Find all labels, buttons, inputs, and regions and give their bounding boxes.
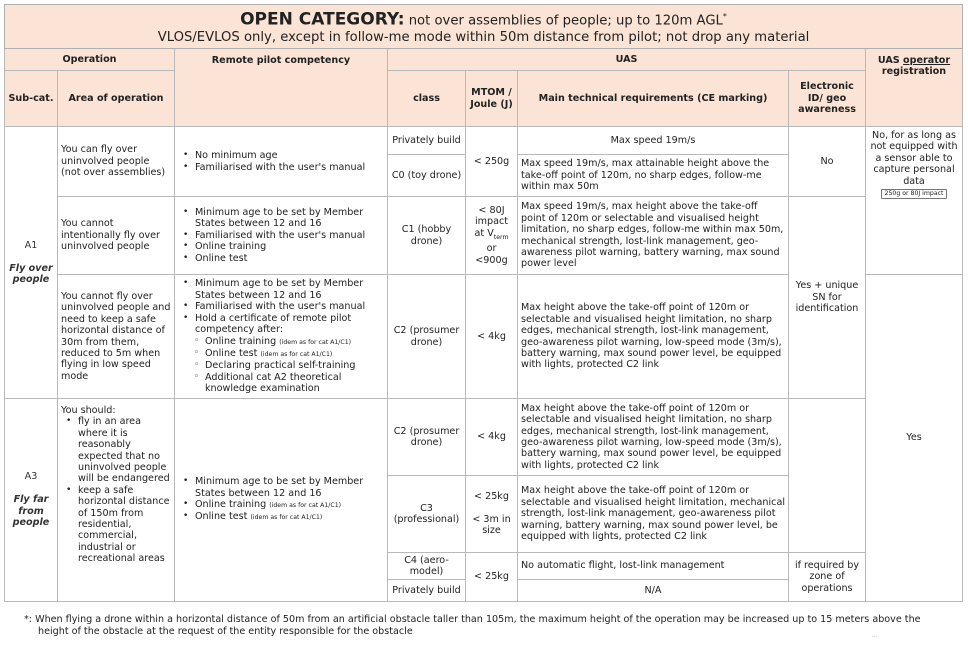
a3-c2-class: C2 (prosumer drone) — [388, 399, 466, 476]
header-remote-pilot-competency: Remote pilot competency — [175, 49, 388, 127]
a1-private-req: Max speed 19m/s — [518, 127, 789, 155]
a3-private-class: Privately build — [388, 580, 466, 602]
a2-sub-2: Online test — [205, 347, 258, 359]
footnote-line-2: height of the obstacle at the request of the entity responsible for the obstacle — [38, 626, 413, 637]
a3-competency-3-note: (idem as for cat A1/C1) — [250, 514, 323, 522]
header-main-technical: Main technical requirements (CE marking) — [518, 71, 789, 127]
header-electronic-id: Electronic ID/ geo awareness — [789, 71, 866, 127]
a3-c3-mtom — [466, 476, 518, 553]
footnote-line-1: *: When flying a drone within a horizontal distance of 50m from an artificial obstacle taller than 105m, the maximum height of the operation may be increased up to 15 meters above the — [24, 614, 921, 625]
a3-competency-item — [195, 511, 384, 523]
open-category-table — [4, 4, 963, 602]
a2-competency-sub-item: ◦ Declaring practical self-training — [205, 360, 384, 371]
a3-competency — [175, 399, 388, 602]
a3-c3-req: Max height above the take-off point of 120m or selectable and visualised height limitation, mechanical strength, lost-link management, geo-awareness pilot warning, battery warning, max sound power level, be equipped with lights, protected C2 link — [518, 476, 789, 553]
a3-c3-mtom-2: < 3m in size — [472, 514, 511, 537]
a1-registration — [866, 127, 963, 275]
faint-mark: ... — [871, 631, 878, 639]
a1-label: Fly over people — [9, 262, 53, 285]
a1-c0-req: Max speed 19m/s, max attainable height above the take-off point of 120m, no sharp edges, follow-me within max 50m — [518, 155, 789, 197]
a3-eid-continued — [789, 399, 866, 553]
a2-sub-1-note: (idem as for cat A1/C1) — [279, 338, 352, 346]
a2-eid: Yes + unique SN for identification — [789, 197, 866, 399]
header-row-1 — [5, 49, 963, 71]
a2-competency-item: • Hold a certificate of remote pilot competency after: — [195, 313, 384, 336]
title-row — [5, 5, 963, 49]
a2-competency-item: • Minimum age to be set by Member States between 12 and 16 — [195, 278, 384, 301]
a2-class: C2 (prosumer drone) — [388, 275, 466, 399]
header-mtom: MTOM / Joule (J) — [466, 71, 518, 127]
a3-competency-item — [195, 499, 384, 511]
a3-private-req: N/A — [518, 580, 789, 602]
title-line-2: VLOS/EVLOS only, except in follow-me mode within 50m distance from pilot; not drop any material — [157, 29, 810, 45]
a3-area-intro: You should: — [61, 405, 116, 416]
title-note-mark: * — [722, 12, 727, 22]
a1-subcat — [5, 127, 58, 399]
a3-area — [58, 399, 175, 602]
a1-competency-1 — [175, 127, 388, 197]
a3-c3-mtom-1: < 25kg — [474, 491, 509, 503]
a1-c1-mtom — [466, 197, 518, 275]
a3-row-c2 — [5, 399, 963, 476]
a1-competency-1-item: • Familiarised with the user's manual — [195, 162, 384, 173]
a2-req: Max height above the take-off point of 120m or selectable and visualised height limitation, no sharp edges, mechanical strength, lost-link management, geo-awareness pilot warning, low-speed mode (3m/s), battery warning, max sound power level, be equipped with lights, protected C2 link — [518, 275, 789, 399]
a2-a3-registration-yes: Yes — [866, 275, 963, 602]
a1-competency-2-item: • Online training — [195, 241, 384, 252]
a3-competency-item: • Minimum age to be set by Member States between 12 and 16 — [195, 476, 384, 499]
a1-eid-no: No — [789, 127, 866, 197]
a3-competency-3: Online test — [195, 511, 248, 523]
a1-competency-1-item: • No minimum age — [195, 150, 384, 161]
title-banner — [5, 5, 963, 49]
a1-competency-2-item: • Online test — [195, 253, 384, 264]
open-category-table-frame — [4, 4, 962, 602]
a2-sub-1: Online training — [205, 335, 277, 347]
header-reg-part-2: registration — [881, 66, 947, 78]
a2-area: You cannot fly over uninvolved people and need to keep a safe horizontal distance of 30m from them, reduced to 5m when flying in low speed mode — [58, 275, 175, 399]
header-area-of-operation: Area of operation — [58, 71, 175, 127]
a2-mtom: < 4kg — [466, 275, 518, 399]
a3-subcat — [5, 399, 58, 602]
title-category: OPEN CATEGORY: — [240, 9, 405, 30]
a1-private-class: Privately build — [388, 127, 466, 155]
a1-competency-2 — [175, 197, 388, 275]
a1-row-c1 — [5, 197, 963, 275]
header-reg-part-1: UAS — [877, 55, 904, 66]
header-class: class — [388, 71, 466, 127]
a3-competency-2: Online training — [195, 499, 267, 510]
header-uas-operator-registration — [866, 49, 963, 127]
header-subcat — [5, 71, 58, 127]
a1-registration-badge: 250g or 80J impact — [881, 189, 948, 199]
a3-area-item: • fly in an area where it is reasonably expected that no uninvolved people will be endangered — [78, 416, 171, 484]
a1-c1-mtom-part-1: < 80J impact at V — [474, 205, 509, 239]
a3-eid: if required by zone of operations — [789, 553, 866, 602]
a2-competency — [175, 275, 388, 399]
a1-c0-class: C0 (toy drone) — [388, 155, 466, 197]
header-subcat-label: Sub-cat. — [8, 92, 54, 104]
header-reg-operator-link[interactable]: operator — [903, 55, 951, 66]
a1-area-2: You cannot intentionally fly over uninvolved people — [58, 197, 175, 275]
header-row-2 — [5, 71, 963, 127]
a2-competency-sub-item — [205, 336, 384, 348]
a3-c4-mtom: < 25kg — [466, 553, 518, 602]
header-uas: UAS — [388, 49, 866, 71]
a3-label: Fly far from people — [12, 494, 50, 529]
header-operation: Operation — [5, 49, 175, 71]
a2-competency-sub-item — [205, 348, 384, 360]
a1-mtom-250g: < 250g — [466, 127, 518, 197]
a1-c1-mtom-part-2: or <900g — [475, 243, 508, 266]
a1-c1-mtom-sub: term — [493, 233, 509, 241]
a2-competency-sub-item: ◦ Additional cat A2 theoretical knowledge examination — [205, 372, 384, 395]
footnote — [24, 614, 921, 638]
a1-code: A1 — [24, 239, 38, 251]
a3-c2-req: Max height above the take-off point of 120m or selectable and visualised height limitation, no sharp edges, mechanical strength, lost-link management, geo-awareness pilot warning, low-speed mode (3m/s), battery warning, max sound power level, be equipped with lights, protected C2 link — [518, 399, 789, 476]
a1-competency-2-item: • Minimum age to be set by Member States between 12 and 16 — [195, 207, 384, 230]
a1-c1-class: C1 (hobby drone) — [388, 197, 466, 275]
a2-sub-2-note: (idem as for cat A1/C1) — [260, 350, 333, 358]
a3-area-item: • keep a safe horizontal distance of 150m from residential, commercial, industrial or recreational areas — [78, 485, 171, 565]
a1-competency-2-item: • Familiarised with the user's manual — [195, 230, 384, 241]
a1-row-private — [5, 127, 963, 155]
a3-c4-class: C4 (aero-model) — [388, 553, 466, 580]
a3-c2-mtom: < 4kg — [466, 399, 518, 476]
a1-registration-text: No, for as long as not equipped with a sensor able to capture personal data — [870, 130, 958, 187]
a3-competency-2-note: (idem as for cat A1/C1) — [269, 502, 342, 509]
a1-c1-req: Max speed 19m/s, max height above the take-off point of 120m or selectable and visualised height limitation, no sharp edges, follow-me within max 50m, mechanical strength, lost-link management, geo-awareness pilot warning, battery warning, max sound power level — [518, 197, 789, 275]
title-line-1 — [9, 8, 958, 29]
title-summary: not over assemblies of people; up to 120m AGL — [404, 13, 723, 29]
a3-c4-req: No automatic flight, lost-link management — [518, 553, 789, 580]
a1-area-1: You can fly over uninvolved people (not over assemblies) — [58, 127, 175, 197]
a3-code: A3 — [24, 471, 38, 483]
a3-c3-class: C3 (professional) — [388, 476, 466, 553]
a2-competency-item: • Familiarised with the user's manual — [195, 301, 384, 312]
